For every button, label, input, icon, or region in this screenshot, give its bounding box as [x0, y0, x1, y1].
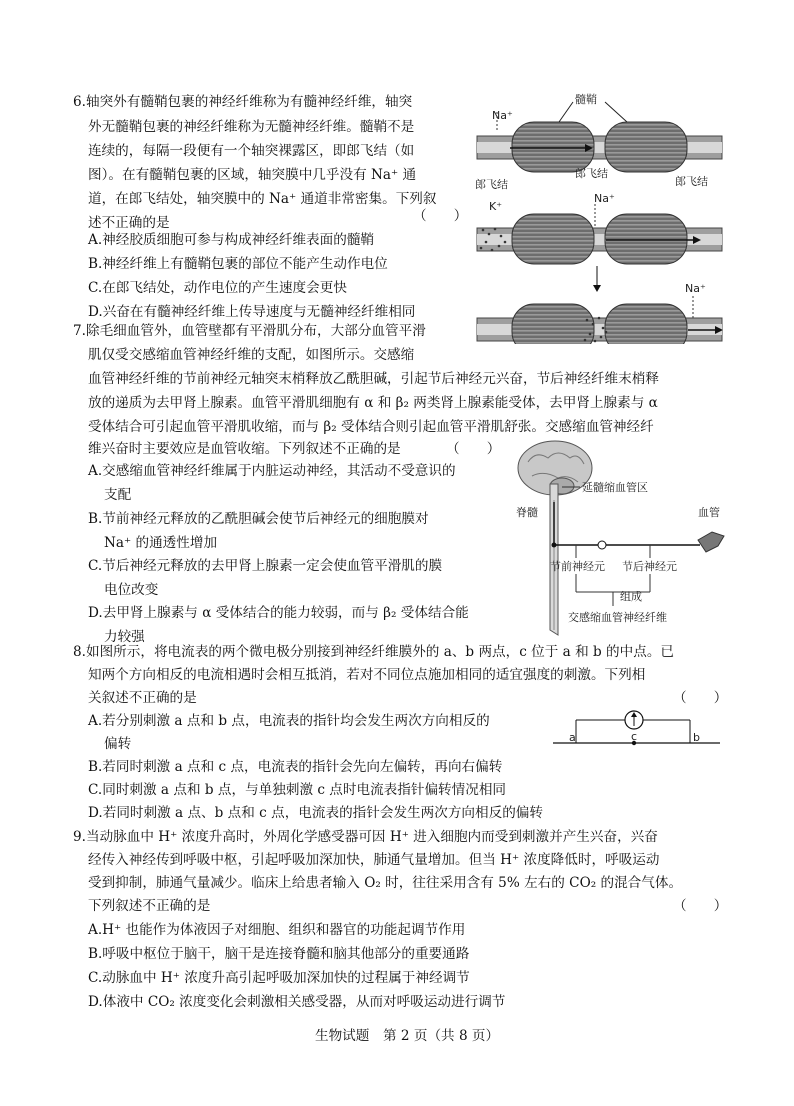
q8-stem-2: 知两个方向相反的电流相遇时会相互抵消，若对不同位点施加相同的适宜强度的刺激。下列相 [88, 667, 646, 683]
q7-stem-3: 血管神经纤维的节前神经元轴突末梢释放乙酰胆碱，引起节后神经元兴奋，节后神经纤维末梢释 [88, 371, 659, 387]
q8-stem-1: 8.如图所示，将电流表的两个微电极分别接到神经纤维膜外的 a、b 两点，c 位于 a 和 b 的中点。已 [73, 644, 675, 660]
q7-stem-1: 7.除毛细血管外，血管壁都有平滑肌分布，大部分血管平滑 [73, 323, 426, 339]
q7-option-c-cont: 电位改变 [104, 582, 159, 598]
q8-option-a-cont: 偏转 [104, 736, 132, 752]
q8-answer-paren: （ ） [673, 690, 728, 706]
q9-answer-paren: （ ） [673, 898, 728, 914]
q9-stem-1: 9.当动脉血中 H⁺ 浓度升高时，外周化学感受器可因 H⁺ 进入细胞内而受到刺激并产生兴奋，兴奋 [73, 829, 658, 845]
point-b-label: b [693, 731, 700, 744]
q9-option-b: B.呼吸中枢位于脑干，脑干是连接脊髓和脑其他部分的重要通路 [88, 946, 470, 962]
q7-stem-6: 维兴奋时主要效应是血管收缩。下列叙述不正确的是 [88, 441, 401, 457]
k-label-1: K⁺ [489, 200, 503, 213]
q9-stem-2: 经传入神经传到呼吸中枢，引起呼吸加深加快，肺通气量增加。但当 H⁺ 浓度降低时，呼吸运动 [88, 852, 660, 868]
na-label-1: Na⁺ [492, 109, 513, 122]
galvanometer-figure [550, 705, 725, 755]
point-a-label: a [569, 731, 576, 744]
na-label-3: Na⁺ [685, 282, 706, 295]
q7-option-d: D.去甲肾上腺素与 α 受体结合的能力较弱，而与 β₂ 受体结合能 [88, 605, 469, 621]
post-neuron-label: 节后神经元 [622, 560, 677, 573]
q8-stem-3: 关叙述不正确的是 [88, 690, 197, 706]
q7-option-a: A.交感缩血管神经纤维属于内脏运动神经，其活动不受意识的 [88, 463, 456, 479]
q7-option-b: B.节前神经元释放的乙酰胆碱会使节后神经元的细胞膜对 [88, 511, 429, 527]
q6-answer-paren: （ ） [413, 208, 468, 224]
page-footer: 生物试题 第 2 页（共 8 页） [315, 1028, 500, 1044]
q8-option-c: C.同时刺激 a 点和 b 点，与单独刺激 c 点时电流表指针偏转情况相同 [88, 782, 507, 798]
q7-option-d-cont: 力较强 [104, 629, 145, 645]
q7-stem-2: 肌仅受交感缩血管神经纤维的支配，如图所示。交感缩 [88, 347, 415, 363]
q7-stem-5: 受体结合可引起血管平滑肌收缩，而与 β₂ 受体结合则引起血管平滑肌舒张。交感缩血管神经纤 [88, 419, 654, 435]
myelinated-axon-figure [475, 92, 730, 344]
vessel-label: 血管 [698, 506, 720, 519]
q6-stem-6: 述不正确的是 [88, 215, 170, 231]
q6-option-a: A.神经胶质细胞可参与构成神经纤维表面的髓鞘 [88, 232, 375, 248]
q6-option-d: D.兴奋在有髓神经纤维上传导速度与无髓神经纤维相同 [88, 304, 416, 320]
q8-option-a: A.若分别刺激 a 点和 b 点，电流表的指针均会发生两次方向相反的 [88, 713, 490, 729]
q7-answer-paren: （ ） [446, 441, 501, 457]
myelin-label: 髓鞘 [575, 93, 597, 106]
q7-stem-4: 放的递质为去甲肾上腺素。血管平滑肌细胞有 α 和 β₂ 两类肾上腺素能受体，去甲肾上腺素与 α [88, 395, 658, 411]
q6-stem-2: 外无髓鞘包裹的神经纤维称为无髓神经纤维。髓鞘不是 [88, 119, 415, 135]
compose-label: 组成 [620, 590, 642, 603]
node-right-label: 郎飞结 [675, 175, 708, 188]
fiber-label: 交感缩血管神经纤维 [568, 611, 667, 624]
node-mid-label: 郎飞结 [575, 167, 608, 180]
q6-stem-3: 连续的，每隔一段便有一个轴突裸露区，即郎飞结（如 [88, 143, 415, 159]
q9-stem-4: 下列叙述不正确的是 [88, 898, 211, 914]
sympathetic-vasoconstrictor-figure [510, 440, 745, 640]
q6-option-c: C.在郎飞结处，动作电位的产生速度会更快 [88, 280, 347, 296]
medulla-label: 延髓缩血管区 [582, 481, 648, 494]
q6-stem-5: 道，在郎飞结处，轴突膜中的 Na⁺ 通道非常密集。下列叙 [88, 191, 437, 207]
spinal-cord-label: 脊髓 [516, 506, 538, 519]
q7-option-a-cont: 支配 [104, 487, 132, 503]
q6-stem-1: 6.轴突外有髓鞘包裹的神经纤维称为有髓神经纤维，轴突 [73, 94, 413, 110]
q6-stem-4: 图）。在有髓鞘包裹的区域，轴突膜中几乎没有 Na⁺ 通 [88, 167, 417, 183]
na-label-2: Na⁺ [594, 192, 615, 205]
q6-option-b: B.神经纤维上有髓鞘包裹的部位不能产生动作电位 [88, 256, 388, 272]
q7-option-c: C.节后神经元释放的去甲肾上腺素一定会使血管平滑肌的膜 [88, 558, 443, 574]
q7-option-b-cont: Na⁺ 的通透性增加 [104, 535, 218, 551]
point-c-label: c [631, 730, 638, 743]
q9-option-d: D.体液中 CO₂ 浓度变化会刺激相关感受器，从而对呼吸运动进行调节 [88, 994, 506, 1010]
node-left-label: 郎飞结 [475, 178, 508, 191]
q8-option-b: B.若同时刺激 a 点和 c 点，电流表的指针会先向左偏转，再向右偏转 [88, 759, 503, 775]
q9-option-a: A.H⁺ 也能作为体液因子对细胞、组织和器官的功能起调节作用 [88, 922, 466, 938]
q9-stem-3: 受到抑制，肺通气量减少。临床上给患者输入 O₂ 时，往往采用含有 5% 左右的 CO₂ 的混合气体。 [88, 875, 683, 891]
q8-option-d: D.若同时刺激 a 点、b 点和 c 点，电流表的指针会发生两次方向相反的偏转 [88, 805, 543, 821]
pre-neuron-label: 节前神经元 [550, 560, 605, 573]
q9-option-c: C.动脉血中 H⁺ 浓度升高引起呼吸加深加快的过程属于神经调节 [88, 970, 470, 986]
